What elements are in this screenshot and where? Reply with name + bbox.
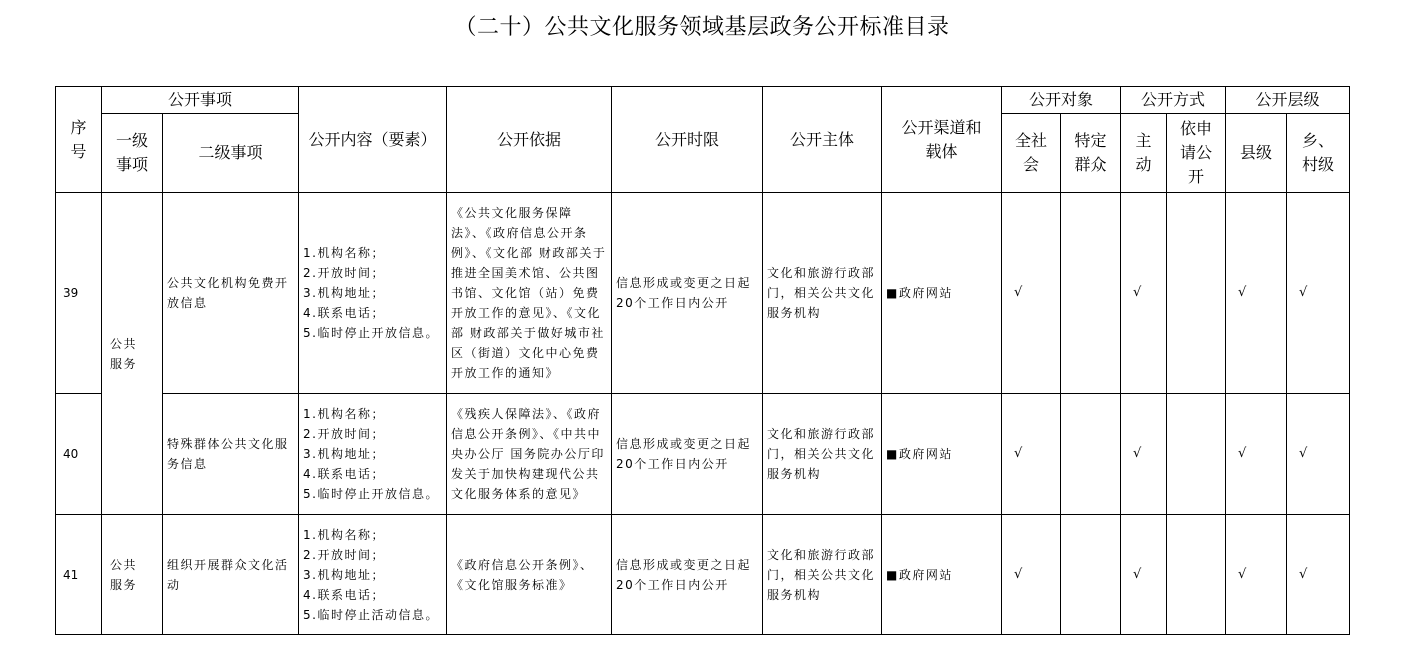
header-mode-group: 公开方式 <box>1121 87 1226 114</box>
row-basis: 《公共文化服务保障法》、《政府信息公开条例》、《文化部 财政部关于推进全国美术馆、公共图书馆、文化馆（站）免费开放工作的意见》、《文化部 财政部关于做好城市社区（街道）文化中心免费开放工作的通知》 <box>447 193 612 394</box>
row-object-all: √ <box>1002 394 1061 515</box>
header-seq: 序 号 <box>56 87 102 193</box>
row-channel: ■政府网站 <box>882 394 1002 515</box>
row-object-all: √ <box>1002 515 1061 635</box>
row-level-county: √ <box>1226 394 1287 515</box>
row-content: 1.机构名称； 2.开放时间； 3.机构地址； 4.联系电话； 5.临时停止开放信息。 <box>299 193 447 394</box>
header-object-all: 全社 会 <box>1002 114 1061 193</box>
row-level-township: √ <box>1287 193 1350 394</box>
row-object-all: √ <box>1002 193 1061 394</box>
header-time-limit: 公开时限 <box>612 87 763 193</box>
catalog-table <box>55 86 1350 635</box>
row-seq: 39 <box>56 193 102 394</box>
header-level-county: 县级 <box>1226 114 1287 193</box>
header-level2: 二级事项 <box>163 114 299 193</box>
row-object-specific <box>1061 193 1121 394</box>
row-basis: 《政府信息公开条例》、《文化馆服务标准》 <box>447 515 612 635</box>
table-row <box>56 193 1350 394</box>
row-content: 1.机构名称； 2.开放时间； 3.机构地址； 4.联系电话； 5.临时停止活动信息。 <box>299 515 447 635</box>
header-mode-active: 主 动 <box>1121 114 1167 193</box>
header-object-specific: 特定 群众 <box>1061 114 1121 193</box>
row-subject: 文化和旅游行政部门，相关公共文化服务机构 <box>763 193 882 394</box>
header-level-township: 乡、 村级 <box>1287 114 1350 193</box>
row-level2: 公共文化机构免费开放信息 <box>163 193 299 394</box>
row-time-limit: 信息形成或变更之日起20个工作日内公开 <box>612 193 763 394</box>
header-object-group: 公开对象 <box>1002 87 1121 114</box>
row-level1: 公共 服务 <box>102 515 163 635</box>
row-level-county: √ <box>1226 193 1287 394</box>
row-mode-active: √ <box>1121 515 1167 635</box>
row-subject: 文化和旅游行政部门，相关公共文化服务机构 <box>763 515 882 635</box>
header-basis: 公开依据 <box>447 87 612 193</box>
row-mode-apply <box>1167 193 1226 394</box>
row-time-limit: 信息形成或变更之日起20个工作日内公开 <box>612 394 763 515</box>
header-row-1 <box>56 87 1350 114</box>
row-mode-active: √ <box>1121 193 1167 394</box>
row-subject: 文化和旅游行政部门，相关公共文化服务机构 <box>763 394 882 515</box>
header-content: 公开内容（要素） <box>299 87 447 193</box>
page-title: （二十）公共文化服务领域基层政务公开标准目录 <box>454 15 950 40</box>
row-level-township: √ <box>1287 394 1350 515</box>
row-level-township: √ <box>1287 515 1350 635</box>
row-seq: 41 <box>56 515 102 635</box>
row-content: 1.机构名称； 2.开放时间； 3.机构地址； 4.联系电话； 5.临时停止开放信息。 <box>299 394 447 515</box>
row-mode-apply <box>1167 515 1226 635</box>
header-level1: 一级 事项 <box>102 114 163 193</box>
row-level2: 组织开展群众文化活动 <box>163 515 299 635</box>
table-row <box>56 394 1350 515</box>
row-level2: 特殊群体公共文化服务信息 <box>163 394 299 515</box>
row-seq: 40 <box>56 394 102 515</box>
row-channel: ■政府网站 <box>882 515 1002 635</box>
row-time-limit: 信息形成或变更之日起20个工作日内公开 <box>612 515 763 635</box>
header-items-group: 公开事项 <box>102 87 299 114</box>
row-basis: 《残疾人保障法》、《政府信息公开条例》、《中共中央办公厅 国务院办公厅印发关于加快构建现代公共文化服务体系的意见》 <box>447 394 612 515</box>
row-level-county: √ <box>1226 515 1287 635</box>
header-level-group: 公开层级 <box>1226 87 1350 114</box>
row-mode-apply <box>1167 394 1226 515</box>
row-level1: 公共 服务 <box>102 193 163 515</box>
header-mode-apply: 依申 请公 开 <box>1167 114 1226 193</box>
row-object-specific <box>1061 394 1121 515</box>
table-row <box>56 515 1350 635</box>
row-object-specific <box>1061 515 1121 635</box>
header-channel: 公开渠道和 载体 <box>882 87 1002 193</box>
header-subject: 公开主体 <box>763 87 882 193</box>
row-mode-active: √ <box>1121 394 1167 515</box>
row-channel: ■政府网站 <box>882 193 1002 394</box>
